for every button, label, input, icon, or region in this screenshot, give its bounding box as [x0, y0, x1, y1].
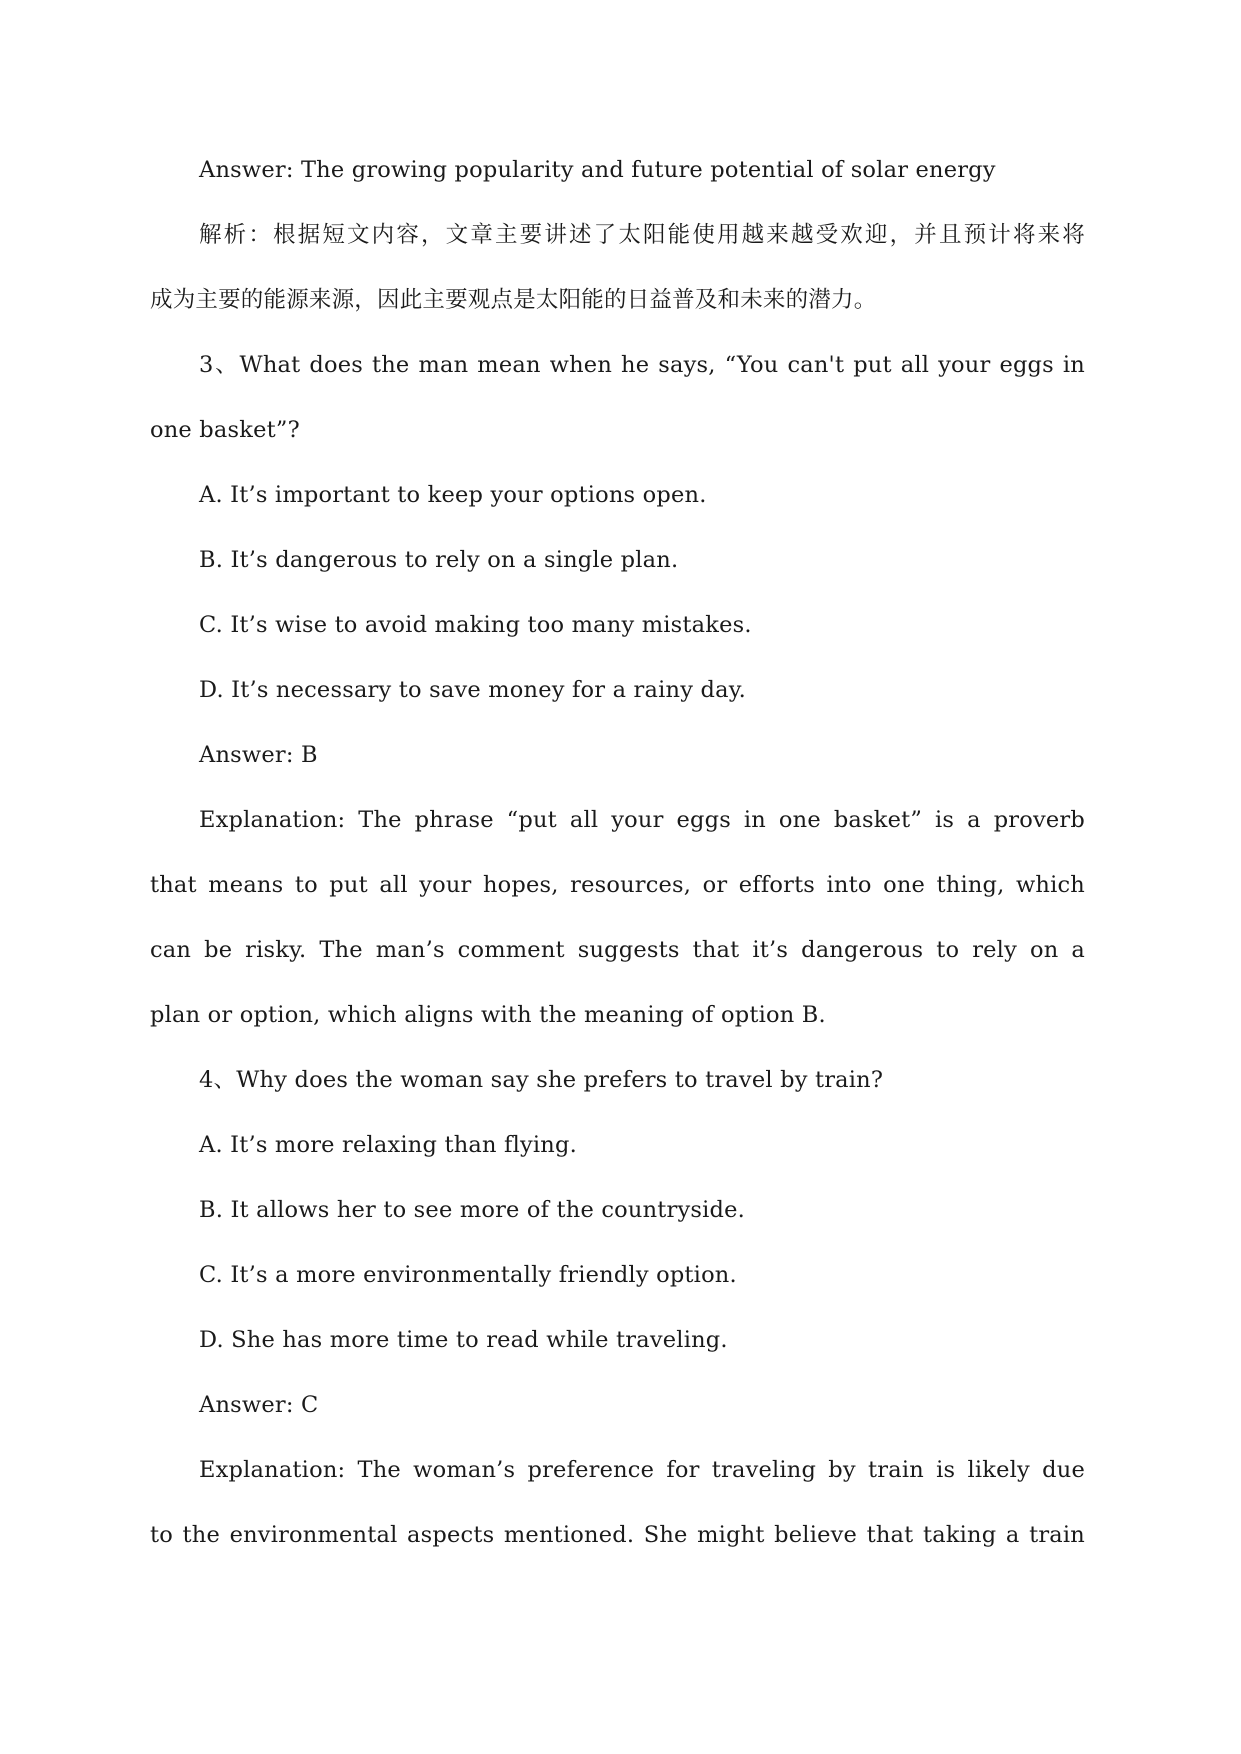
q4-option-a: A. It’s more relaxing than flying.: [199, 1132, 577, 1158]
q4-question: 4、Why does the woman say she prefers to travel by train?: [199, 1067, 884, 1093]
q3-option-d: D. It’s necessary to save money for a rainy day.: [199, 677, 746, 703]
q2-answer: Answer: The growing popularity and future potential of solar energy: [199, 157, 996, 183]
q3-explanation-line-3: can be risky. The man’s comment suggests that it’s dangerous to rely on a: [150, 937, 1085, 963]
q3-option-c: C. It’s wise to avoid making too many mistakes.: [199, 612, 752, 638]
q4-answer: Answer: C: [199, 1392, 319, 1418]
q3-option-a: A. It’s important to keep your options open.: [199, 482, 707, 508]
q4-option-d: D. She has more time to read while traveling.: [199, 1327, 728, 1353]
q3-answer: Answer: B: [199, 742, 318, 768]
q4-explanation-line-2: to the environmental aspects mentioned. She might believe that taking a train: [150, 1522, 1085, 1548]
q2-analysis-line-2: 成为主要的能源来源，因此主要观点是太阳能的日益普及和未来的潜力。: [150, 287, 877, 313]
q3-explanation-line-1: Explanation: The phrase “put all your eggs in one basket” is a proverb: [199, 807, 1085, 833]
document-page: [150, 138, 1085, 1568]
q2-analysis-line-1: 解析：根据短文内容，文章主要讲述了太阳能使用越来越受欢迎，并且预计将来将: [199, 222, 1085, 248]
q3-option-b: B. It’s dangerous to rely on a single plan.: [199, 547, 679, 573]
q3-question-line-2: one basket”?: [150, 417, 300, 443]
q4-option-b: B. It allows her to see more of the countryside.: [199, 1197, 745, 1223]
q3-question-line-1: 3、What does the man mean when he says, “You can't put all your eggs in: [199, 352, 1085, 378]
q4-option-c: C. It’s a more environmentally friendly option.: [199, 1262, 737, 1288]
q3-explanation-line-4: plan or option, which aligns with the meaning of option B.: [150, 1002, 826, 1028]
q4-explanation-line-1: Explanation: The woman’s preference for traveling by train is likely due: [199, 1457, 1085, 1483]
q3-explanation-line-2: that means to put all your hopes, resources, or efforts into one thing, which: [150, 872, 1085, 898]
